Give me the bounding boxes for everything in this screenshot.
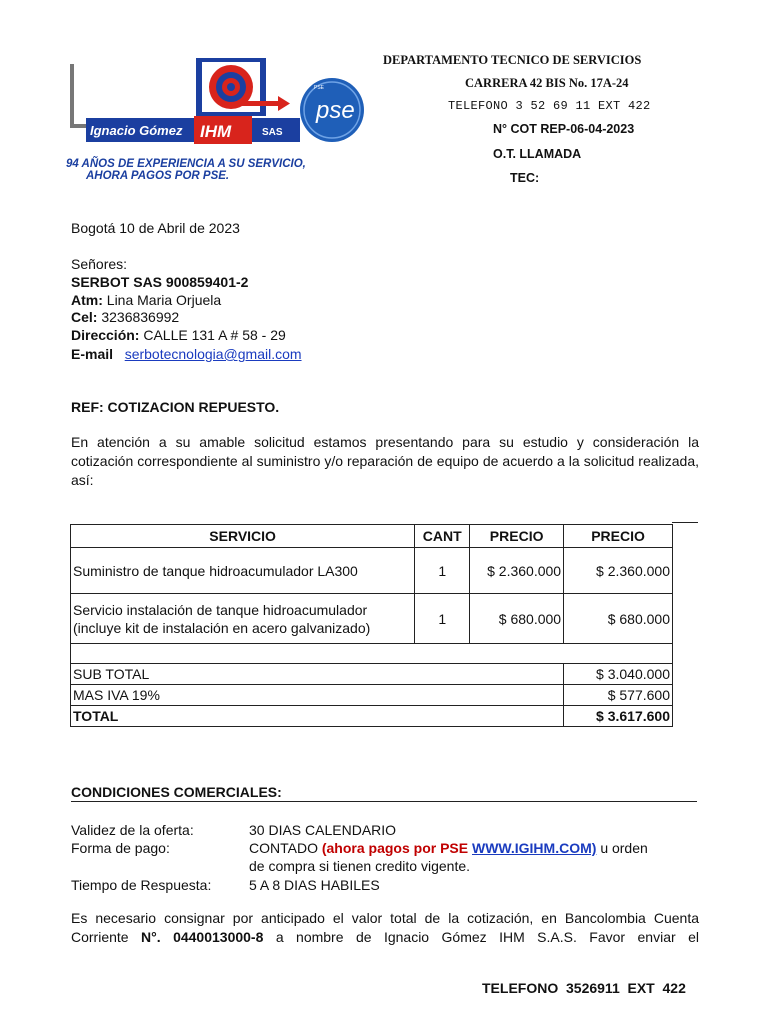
payment-paragraph xyxy=(71,909,699,947)
cel-label: Cel: xyxy=(71,309,98,325)
header-ot: O.T. LLAMADA xyxy=(493,147,582,161)
email-link[interactable]: serbotecnologia@gmail.com xyxy=(124,346,302,362)
subtotal-label: SUB TOTAL xyxy=(71,664,564,685)
conditions-title: CONDICIONES COMERCIALES: xyxy=(71,784,282,800)
pse-logo-text: pse xyxy=(316,97,355,124)
table-header-row xyxy=(71,525,673,548)
table-row xyxy=(71,548,673,594)
row-servicio: Suministro de tanque hidroacumulador LA300 xyxy=(71,548,415,594)
letter-date: Bogotá 10 de Abril de 2023 xyxy=(71,220,240,236)
cel-value: 3236836992 xyxy=(101,309,180,325)
validez-value: 30 DIAS CALENDARIO xyxy=(249,822,397,838)
row-cant: 1 xyxy=(415,594,470,644)
col-servicio: SERVICIO xyxy=(71,525,415,548)
conditions-rule xyxy=(71,801,697,802)
total-row xyxy=(71,706,673,727)
header-address: CARRERA 42 BIS No. 17A-24 xyxy=(465,76,629,90)
row-servicio: Servicio instalación de tanque hidroacumulador (incluye kit de instalación en acero galvanizado) xyxy=(71,594,415,644)
header-department: DEPARTAMENTO TECNICO DE SERVICIOS xyxy=(383,53,642,67)
tiempo-label: Tiempo de Respuesta: xyxy=(71,877,212,893)
email-label: E-mail xyxy=(71,346,114,362)
subtotal-row xyxy=(71,664,673,685)
recipient-address xyxy=(71,326,286,344)
iva-value: $ 577.600 xyxy=(564,685,673,706)
website-link[interactable]: WWW.IGIHM.COM) xyxy=(472,840,597,856)
pse-logo-small: PSE xyxy=(314,85,325,91)
header-tec: TEC: xyxy=(510,171,540,185)
pago-label: Forma de pago: xyxy=(71,840,170,856)
condition-pago xyxy=(71,839,648,857)
atm-label: Atm: xyxy=(71,292,103,308)
recipient-email xyxy=(71,345,302,363)
pago-value-1: CONTADO xyxy=(249,840,318,856)
subtotal-value: $ 3.040.000 xyxy=(564,664,673,685)
total-value: $ 3.617.600 xyxy=(564,706,673,727)
row-precio: $ 2.360.000 xyxy=(470,548,564,594)
logo-company-name: Ignacio Gómez xyxy=(90,123,183,138)
condition-validez xyxy=(71,821,396,839)
dir-value: CALLE 131 A # 58 - 29 xyxy=(143,327,286,343)
col-precio-total: PRECIO xyxy=(564,525,673,548)
pago-value-pse: (ahora pagos por PSE xyxy=(321,840,469,856)
header-phone: TELEFONO 3 52 69 11 EXT 422 xyxy=(448,99,651,113)
recipient-atm xyxy=(71,291,221,309)
table-top-rule xyxy=(672,522,698,523)
pago-value-3: de compra si tienen credito vigente. xyxy=(249,858,471,874)
pago-value-2: u orden xyxy=(600,840,648,856)
row-total: $ 2.360.000 xyxy=(564,548,673,594)
row-precio: $ 680.000 xyxy=(470,594,564,644)
recipient-cel xyxy=(71,308,179,326)
spacer-cell xyxy=(71,644,673,664)
col-precio: PRECIO xyxy=(470,525,564,548)
table-row xyxy=(71,594,673,644)
footer-phone: TELEFONO 3526911 EXT 422 xyxy=(482,980,686,996)
logo-slogan-line2: AHORA PAGOS POR PSE. xyxy=(86,170,230,182)
row-total: $ 680.000 xyxy=(564,594,673,644)
reference: REF: COTIZACION REPUESTO. xyxy=(71,399,280,415)
condition-tiempo xyxy=(71,876,380,894)
tiempo-value: 5 A 8 DIAS HABILES xyxy=(249,877,380,893)
total-label: TOTAL xyxy=(71,706,564,727)
logo-brand: IHM xyxy=(200,122,232,141)
dir-label: Dirección: xyxy=(71,327,140,343)
payment-text-2: a nombre de Ignacio Gómez IHM S.A.S. Favor enviar el xyxy=(275,929,699,945)
intro-paragraph: En atención a su amable solicitud estamos presentando para su estudio y consideración la cotización correspondiente al suministro y/o reparación de equipo de acuerdo a la solicitud realizada, así: xyxy=(71,434,699,488)
header-quote-number: N° COT REP-06-04-2023 xyxy=(493,122,635,136)
salutation: Señores: xyxy=(71,256,128,272)
recipient-company: SERBOT SAS 900859401-2 xyxy=(71,274,249,290)
validez-label: Validez de la oferta: xyxy=(71,822,194,838)
atm-value: Lina Maria Orjuela xyxy=(106,292,222,308)
logo-slogan-line1: 94 AÑOS DE EXPERIENCIA A SU SERVICIO, xyxy=(66,158,306,170)
col-cant: CANT xyxy=(415,525,470,548)
row-cant: 1 xyxy=(415,548,470,594)
iva-row xyxy=(71,685,673,706)
quote-table xyxy=(70,524,673,727)
payment-account: N°. 0440013000-8 xyxy=(141,929,264,945)
logo-suffix: SAS xyxy=(262,127,283,138)
table-spacer-row xyxy=(71,644,673,664)
iva-label: MAS IVA 19% xyxy=(71,685,564,706)
payment-text-1: Es necesario consignar por anticipado el valor total de la cotización, en Bancolombia Cuenta Corriente xyxy=(71,910,699,945)
